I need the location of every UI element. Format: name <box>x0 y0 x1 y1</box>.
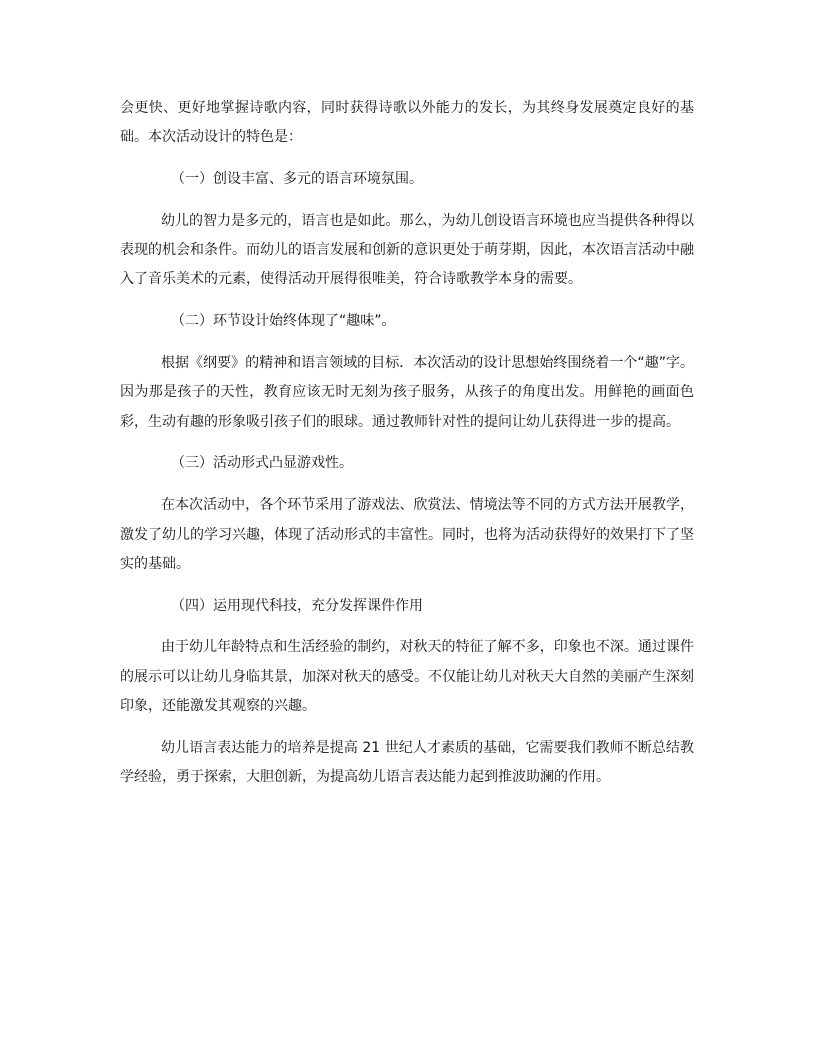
body-paragraph-1: 幼儿的智力是多元的，语言也是如此。那么，为幼儿创设语言环境也应当提供各种得以表现的机会和条件。而幼儿的语言发展和创新的意识更处于萌芽期，因此，本次语言活动中融入了音乐美术的元素，使得活动开展得很唯美，符合诗歌教学本身的需要。 <box>120 212 694 288</box>
document-body <box>120 94 694 792</box>
body-paragraph-2: 根据《纲要》的精神和语言领域的目标．本次活动的设计思想始终围绕着一个“趣”字。因为那是孩子的天性，教育应该无时无刻为孩子服务，从孩子的角度出发。用鲜艳的画面色彩，生动有趣的形象吸引孩子们的眼球。通过教师针对性的提问让幼儿获得进一步的提高。 <box>120 355 694 430</box>
body-paragraph-3: 在本次活动中，各个环节采用了游戏法、欣赏法、情境法等不同的方式方法开展教学，激发了幼儿的学习兴趣，体现了活动形式的丰富性。同时，也将为活动获得好的效果打下了坚实的基础。 <box>120 497 694 572</box>
intro-continuation-paragraph: 会更快、更好地掌握诗歌内容，同时获得诗歌以外能力的发长，为其终身发展奠定良好的基础。本次活动设计的特色是： <box>120 100 694 146</box>
section-heading-2: （二）环节设计始终体现了“趣味”。 <box>171 313 396 330</box>
body-paragraph-4: 由于幼儿年龄特点和生活经验的制约，对秋天的特征了解不多，印象也不深。通过课件的展示可以让幼儿身临其景，加深对秋天的感受。不仅能让幼儿对秋天大自然的美丽产生深刻印象，还能激发其观察的兴趣。 <box>120 639 694 715</box>
section-heading-4: （四）运用现代科技，充分发挥课件作用 <box>171 597 423 614</box>
section-heading-1: （一）创设丰富、多元的语言环境氛围。 <box>171 171 423 188</box>
section-heading-3: （三）活动形式凸显游戏性。 <box>171 455 353 472</box>
concluding-paragraph: 幼儿语言表达能力的培养是提高 21 世纪人才素质的基础，它需要我们教师不断总结教学经验，勇于探索，大胆创新，为提高幼儿语言表达能力起到推波助澜的作用。 <box>120 739 694 786</box>
